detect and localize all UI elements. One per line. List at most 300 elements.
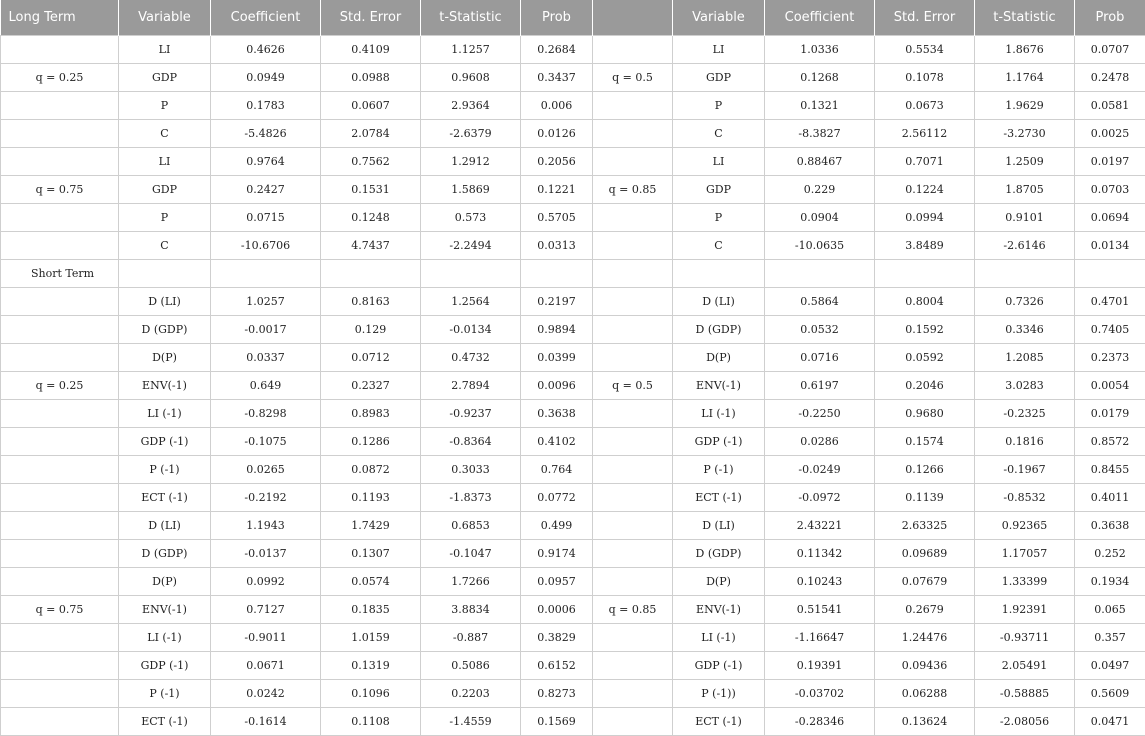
value-cell: -0.887 <box>421 624 521 652</box>
variable-cell: D (GDP) <box>673 540 765 568</box>
quantile-label-cell <box>1 428 119 456</box>
value-cell: 1.9629 <box>975 92 1075 120</box>
value-cell: -0.9237 <box>421 400 521 428</box>
value-cell: -2.6379 <box>421 120 521 148</box>
variable-cell: P (-1) <box>673 456 765 484</box>
variable-cell: D(P) <box>119 568 211 596</box>
value-cell: 0.065 <box>1075 596 1145 624</box>
variable-cell: D (LI) <box>673 512 765 540</box>
value-cell: 0.8455 <box>1075 456 1145 484</box>
variable-cell: D(P) <box>119 344 211 372</box>
value-cell: 0.8572 <box>1075 428 1145 456</box>
variable-cell: C <box>119 232 211 260</box>
value-cell: 0.09689 <box>875 540 975 568</box>
value-cell: 0.1835 <box>321 596 421 624</box>
table-row <box>1 288 1145 316</box>
table-row <box>1 260 1145 288</box>
quantile-label-cell <box>593 652 673 680</box>
quantile-label-cell: q = 0.75 <box>1 596 119 624</box>
quantile-label-cell <box>1 232 119 260</box>
value-cell: 0.9608 <box>421 64 521 92</box>
value-cell <box>321 260 421 288</box>
value-cell: 0.0872 <box>321 456 421 484</box>
value-cell: 3.0283 <box>975 372 1075 400</box>
quantile-label-cell <box>1 484 119 512</box>
value-cell: 0.573 <box>421 204 521 232</box>
variable-cell: D (LI) <box>119 288 211 316</box>
value-cell: -0.2192 <box>211 484 321 512</box>
variable-cell: ENV(-1) <box>119 372 211 400</box>
variable-cell: D (LI) <box>673 288 765 316</box>
variable-cell: GDP (-1) <box>119 652 211 680</box>
quantile-label-cell <box>593 92 673 120</box>
value-cell: -0.0017 <box>211 316 321 344</box>
variable-cell: ECT (-1) <box>673 708 765 736</box>
value-cell: -0.8298 <box>211 400 321 428</box>
value-cell: 0.0772 <box>521 484 593 512</box>
variable-cell: ECT (-1) <box>119 484 211 512</box>
value-cell <box>521 260 593 288</box>
value-cell: 0.1319 <box>321 652 421 680</box>
value-cell: 0.1224 <box>875 176 975 204</box>
quantile-label-cell <box>1 708 119 736</box>
table-row <box>1 344 1145 372</box>
value-cell <box>421 260 521 288</box>
quantile-label-cell <box>1 288 119 316</box>
variable-cell: GDP (-1) <box>673 428 765 456</box>
value-cell: 0.7127 <box>211 596 321 624</box>
value-cell: 0.0313 <box>521 232 593 260</box>
value-cell: 3.8834 <box>421 596 521 624</box>
value-cell: 0.0134 <box>1075 232 1145 260</box>
value-cell: 1.1764 <box>975 64 1075 92</box>
quantile-label-cell <box>593 540 673 568</box>
value-cell: 3.8489 <box>875 232 975 260</box>
value-cell: 0.6853 <box>421 512 521 540</box>
column-header: Std. Error <box>875 0 975 36</box>
value-cell: -0.0137 <box>211 540 321 568</box>
value-cell: 0.0242 <box>211 680 321 708</box>
value-cell: 0.5705 <box>521 204 593 232</box>
header-row <box>1 0 1145 36</box>
value-cell: 0.4701 <box>1075 288 1145 316</box>
variable-cell: ENV(-1) <box>673 372 765 400</box>
value-cell: 0.7562 <box>321 148 421 176</box>
variable-cell: P (-1)) <box>673 680 765 708</box>
value-cell: 0.3033 <box>421 456 521 484</box>
value-cell: 0.0712 <box>321 344 421 372</box>
value-cell: 2.63325 <box>875 512 975 540</box>
value-cell: 2.56112 <box>875 120 975 148</box>
quantile-label-cell: q = 0.85 <box>593 176 673 204</box>
table-row <box>1 680 1145 708</box>
value-cell: 0.2373 <box>1075 344 1145 372</box>
table-row <box>1 92 1145 120</box>
variable-cell: P (-1) <box>119 680 211 708</box>
value-cell: 0.499 <box>521 512 593 540</box>
value-cell: 1.33399 <box>975 568 1075 596</box>
value-cell: -0.0249 <box>765 456 875 484</box>
value-cell: 1.2912 <box>421 148 521 176</box>
variable-cell: C <box>673 120 765 148</box>
value-cell: 0.13624 <box>875 708 975 736</box>
value-cell: 0.0337 <box>211 344 321 372</box>
quantile-label-cell: q = 0.25 <box>1 64 119 92</box>
value-cell: -10.6706 <box>211 232 321 260</box>
value-cell: -0.2250 <box>765 400 875 428</box>
value-cell: 0.09436 <box>875 652 975 680</box>
value-cell <box>975 260 1075 288</box>
value-cell: 0.0197 <box>1075 148 1145 176</box>
value-cell: 0.3638 <box>1075 512 1145 540</box>
quantile-label-cell <box>593 456 673 484</box>
value-cell: 0.2679 <box>875 596 975 624</box>
variable-cell: P (-1) <box>119 456 211 484</box>
value-cell: 0.357 <box>1075 624 1145 652</box>
value-cell: 0.3346 <box>975 316 1075 344</box>
column-header: Coefficient <box>765 0 875 36</box>
variable-cell: P <box>119 92 211 120</box>
variable-cell: P <box>673 92 765 120</box>
value-cell: 0.0694 <box>1075 204 1145 232</box>
value-cell: 0.0994 <box>875 204 975 232</box>
table-row <box>1 428 1145 456</box>
quantile-label-cell <box>1 624 119 652</box>
variable-cell: D(P) <box>673 344 765 372</box>
value-cell: 0.6152 <box>521 652 593 680</box>
value-cell: 1.7429 <box>321 512 421 540</box>
quantile-label-cell <box>593 428 673 456</box>
value-cell: -0.1967 <box>975 456 1075 484</box>
value-cell: 0.9680 <box>875 400 975 428</box>
variable-cell: ECT (-1) <box>119 708 211 736</box>
value-cell: 0.06288 <box>875 680 975 708</box>
quantile-label-cell: q = 0.85 <box>593 596 673 624</box>
quantile-label-cell <box>593 120 673 148</box>
value-cell: 2.9364 <box>421 92 521 120</box>
value-cell: 0.0716 <box>765 344 875 372</box>
value-cell: 0.1321 <box>765 92 875 120</box>
value-cell: 0.1193 <box>321 484 421 512</box>
variable-cell: LI (-1) <box>119 624 211 652</box>
value-cell: 0.0006 <box>521 596 593 624</box>
variable-cell: C <box>119 120 211 148</box>
table-row <box>1 624 1145 652</box>
value-cell: 1.1943 <box>211 512 321 540</box>
value-cell: 0.229 <box>765 176 875 204</box>
value-cell: 1.24476 <box>875 624 975 652</box>
variable-cell: C <box>673 232 765 260</box>
value-cell: 0.1531 <box>321 176 421 204</box>
quantile-label-cell <box>1 456 119 484</box>
quantile-label-cell: q = 0.25 <box>1 372 119 400</box>
column-header: Long Term <box>1 0 119 36</box>
value-cell: 0.1221 <box>521 176 593 204</box>
value-cell: 0.006 <box>521 92 593 120</box>
quantile-label-cell <box>593 344 673 372</box>
value-cell: -2.08056 <box>975 708 1075 736</box>
value-cell: -0.1075 <box>211 428 321 456</box>
column-header: Std. Error <box>321 0 421 36</box>
value-cell: 0.0054 <box>1075 372 1145 400</box>
variable-cell: ENV(-1) <box>673 596 765 624</box>
quantile-label-cell <box>1 120 119 148</box>
value-cell: 0.2046 <box>875 372 975 400</box>
table-row <box>1 456 1145 484</box>
value-cell: 0.2478 <box>1075 64 1145 92</box>
column-header: Coefficient <box>211 0 321 36</box>
column-header: Prob <box>1075 0 1145 36</box>
column-header: Variable <box>119 0 211 36</box>
value-cell: 0.1783 <box>211 92 321 120</box>
value-cell: 0.10243 <box>765 568 875 596</box>
value-cell: 0.0399 <box>521 344 593 372</box>
value-cell: -5.4826 <box>211 120 321 148</box>
value-cell: 0.9764 <box>211 148 321 176</box>
value-cell: 0.5534 <box>875 36 975 64</box>
value-cell: 0.0574 <box>321 568 421 596</box>
value-cell: 0.0025 <box>1075 120 1145 148</box>
table-row <box>1 540 1145 568</box>
value-cell: -0.03702 <box>765 680 875 708</box>
value-cell: 0.0715 <box>211 204 321 232</box>
table-row <box>1 708 1145 736</box>
variable-cell <box>119 260 211 288</box>
quantile-label-cell: q = 0.5 <box>593 64 673 92</box>
value-cell: 0.19391 <box>765 652 875 680</box>
table-row <box>1 204 1145 232</box>
column-header <box>593 0 673 36</box>
value-cell: 0.649 <box>211 372 321 400</box>
quantile-label-cell <box>1 204 119 232</box>
value-cell: 0.0592 <box>875 344 975 372</box>
value-cell: 0.0992 <box>211 568 321 596</box>
value-cell: 0.7326 <box>975 288 1075 316</box>
value-cell: 1.1257 <box>421 36 521 64</box>
value-cell: 0.0703 <box>1075 176 1145 204</box>
value-cell: -2.2494 <box>421 232 521 260</box>
quantile-label-cell <box>1 316 119 344</box>
value-cell: -0.9011 <box>211 624 321 652</box>
value-cell: 0.9101 <box>975 204 1075 232</box>
quantile-label-cell <box>1 36 119 64</box>
variable-cell: ENV(-1) <box>119 596 211 624</box>
value-cell: 0.0707 <box>1075 36 1145 64</box>
value-cell: 0.0957 <box>521 568 593 596</box>
value-cell: 0.1816 <box>975 428 1075 456</box>
quantile-label-cell <box>593 568 673 596</box>
value-cell: 0.5864 <box>765 288 875 316</box>
value-cell: -0.2325 <box>975 400 1075 428</box>
value-cell: 0.4626 <box>211 36 321 64</box>
value-cell: 0.129 <box>321 316 421 344</box>
value-cell: 0.8004 <box>875 288 975 316</box>
value-cell: 0.1266 <box>875 456 975 484</box>
value-cell: 0.2684 <box>521 36 593 64</box>
table-row <box>1 148 1145 176</box>
value-cell: 0.0179 <box>1075 400 1145 428</box>
quantile-label-cell: q = 0.75 <box>1 176 119 204</box>
value-cell: 1.92391 <box>975 596 1075 624</box>
quantile-label-cell <box>593 624 673 652</box>
quantile-label-cell <box>1 400 119 428</box>
value-cell: -0.0972 <box>765 484 875 512</box>
variable-cell: D (LI) <box>119 512 211 540</box>
value-cell: 0.9894 <box>521 316 593 344</box>
quantile-label-cell <box>593 232 673 260</box>
variable-cell: LI <box>119 148 211 176</box>
value-cell <box>211 260 321 288</box>
value-cell: 0.0607 <box>321 92 421 120</box>
value-cell: -0.8532 <box>975 484 1075 512</box>
value-cell: 0.1139 <box>875 484 975 512</box>
value-cell: 2.43221 <box>765 512 875 540</box>
quantile-label-cell <box>1 512 119 540</box>
value-cell: 0.4109 <box>321 36 421 64</box>
variable-cell: GDP <box>119 176 211 204</box>
value-cell: 0.764 <box>521 456 593 484</box>
value-cell: 0.0671 <box>211 652 321 680</box>
value-cell: 0.0096 <box>521 372 593 400</box>
value-cell: 0.1096 <box>321 680 421 708</box>
value-cell: -1.8373 <box>421 484 521 512</box>
value-cell: 0.0497 <box>1075 652 1145 680</box>
value-cell: 4.7437 <box>321 232 421 260</box>
variable-cell: D(P) <box>673 568 765 596</box>
quantile-label-cell <box>593 288 673 316</box>
table-row <box>1 176 1145 204</box>
value-cell: 0.1569 <box>521 708 593 736</box>
quantile-label-cell <box>1 148 119 176</box>
variable-cell: GDP <box>119 64 211 92</box>
value-cell: 0.1592 <box>875 316 975 344</box>
value-cell: 2.0784 <box>321 120 421 148</box>
value-cell: 0.8273 <box>521 680 593 708</box>
quantile-label-cell <box>593 680 673 708</box>
table-row <box>1 36 1145 64</box>
value-cell: -0.0134 <box>421 316 521 344</box>
value-cell: 0.0673 <box>875 92 975 120</box>
value-cell: 0.2056 <box>521 148 593 176</box>
table-row <box>1 512 1145 540</box>
quantile-label-cell <box>593 400 673 428</box>
value-cell: 1.17057 <box>975 540 1075 568</box>
table-row <box>1 568 1145 596</box>
value-cell: 0.07679 <box>875 568 975 596</box>
value-cell: 0.0904 <box>765 204 875 232</box>
table-row <box>1 652 1145 680</box>
quantile-label-cell <box>593 204 673 232</box>
value-cell: 0.3437 <box>521 64 593 92</box>
variable-cell: GDP <box>673 64 765 92</box>
value-cell: -2.6146 <box>975 232 1075 260</box>
value-cell: 1.0159 <box>321 624 421 652</box>
value-cell: 0.1078 <box>875 64 975 92</box>
value-cell: 0.1574 <box>875 428 975 456</box>
value-cell: -0.1047 <box>421 540 521 568</box>
value-cell: 0.3638 <box>521 400 593 428</box>
value-cell: -0.1614 <box>211 708 321 736</box>
column-header: t-Statistic <box>421 0 521 36</box>
value-cell: 0.4011 <box>1075 484 1145 512</box>
variable-cell: LI <box>673 36 765 64</box>
value-cell: 1.8676 <box>975 36 1075 64</box>
variable-cell: P <box>119 204 211 232</box>
value-cell <box>765 260 875 288</box>
value-cell: 0.0265 <box>211 456 321 484</box>
value-cell: 0.3829 <box>521 624 593 652</box>
table-row <box>1 64 1145 92</box>
value-cell <box>1075 260 1145 288</box>
value-cell: -0.28346 <box>765 708 875 736</box>
value-cell: 0.5086 <box>421 652 521 680</box>
value-cell: 1.0336 <box>765 36 875 64</box>
quantile-label-cell <box>593 260 673 288</box>
quantile-label-cell: Short Term <box>1 260 119 288</box>
quantile-label-cell <box>593 316 673 344</box>
value-cell: 0.0949 <box>211 64 321 92</box>
value-cell: 0.7071 <box>875 148 975 176</box>
quantile-label-cell <box>593 512 673 540</box>
value-cell: 0.11342 <box>765 540 875 568</box>
variable-cell: LI (-1) <box>673 624 765 652</box>
variable-cell: LI (-1) <box>119 400 211 428</box>
column-header: t-Statistic <box>975 0 1075 36</box>
value-cell: 0.1248 <box>321 204 421 232</box>
quantile-label-cell <box>1 92 119 120</box>
value-cell: -1.16647 <box>765 624 875 652</box>
quantile-label-cell: q = 0.5 <box>593 372 673 400</box>
value-cell: -1.4559 <box>421 708 521 736</box>
value-cell: 0.92365 <box>975 512 1075 540</box>
variable-cell: GDP (-1) <box>119 428 211 456</box>
variable-cell: LI (-1) <box>673 400 765 428</box>
value-cell: 0.88467 <box>765 148 875 176</box>
variable-cell: P <box>673 204 765 232</box>
value-cell: 0.1268 <box>765 64 875 92</box>
value-cell: 0.1108 <box>321 708 421 736</box>
table-row <box>1 316 1145 344</box>
value-cell: 0.2327 <box>321 372 421 400</box>
variable-cell: D (GDP) <box>673 316 765 344</box>
value-cell <box>875 260 975 288</box>
value-cell: 0.1934 <box>1075 568 1145 596</box>
value-cell: 0.5609 <box>1075 680 1145 708</box>
value-cell: 0.6197 <box>765 372 875 400</box>
value-cell: 0.9174 <box>521 540 593 568</box>
quantile-label-cell <box>1 568 119 596</box>
value-cell: 2.7894 <box>421 372 521 400</box>
quantile-label-cell <box>593 484 673 512</box>
variable-cell <box>673 260 765 288</box>
value-cell: 0.8163 <box>321 288 421 316</box>
value-cell: 2.05491 <box>975 652 1075 680</box>
quantile-label-cell <box>593 36 673 64</box>
value-cell: -8.3827 <box>765 120 875 148</box>
table-row <box>1 232 1145 260</box>
value-cell: 0.4732 <box>421 344 521 372</box>
quantile-label-cell <box>593 148 673 176</box>
value-cell: 0.7405 <box>1075 316 1145 344</box>
value-cell: -0.58885 <box>975 680 1075 708</box>
value-cell: -10.0635 <box>765 232 875 260</box>
quantile-label-cell <box>1 680 119 708</box>
value-cell: 0.1286 <box>321 428 421 456</box>
value-cell: 0.2197 <box>521 288 593 316</box>
table-row <box>1 484 1145 512</box>
value-cell: 0.0532 <box>765 316 875 344</box>
value-cell: 1.2085 <box>975 344 1075 372</box>
